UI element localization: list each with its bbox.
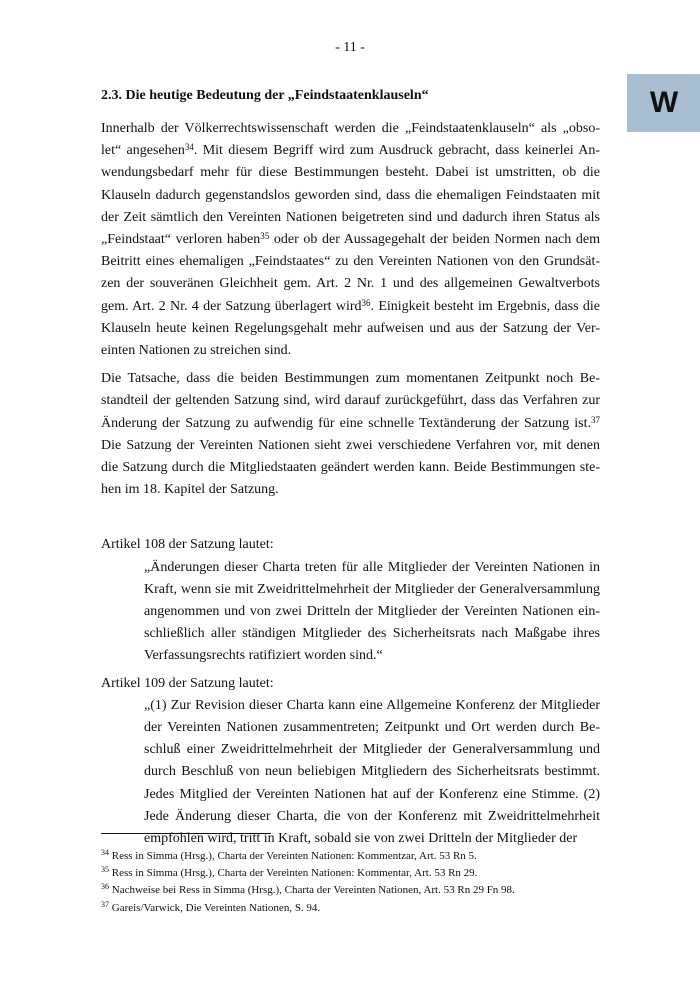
logo-letter: W bbox=[649, 86, 678, 119]
article-108-lead: Artikel 108 der Satzung lautet: bbox=[101, 537, 274, 553]
paragraph-1-text-b: . Mit diesem Begriff wird zum Ausdruck gebracht, dass keinerlei An-wendungsbedarf mehr für diese Bestimmungen besteht. Dabei ist umstritten, ob die Klauseln dadurch gegenstandslos geworden sind, dass die ehemaligen Feindstaaten mit der Zeit sämtlich den Vereinten Nationen beigetreten sind und dadurch ihren Status als „Feindstaat“ verloren haben bbox=[101, 143, 601, 248]
footnote-ref-36[interactable]: 36 bbox=[361, 297, 371, 308]
paragraph-1-text-a: Innerhalb der Völkerrechtswissenschaft werden die „Feindstaatenklauseln“ als „obso-let“ angesehen bbox=[101, 121, 600, 159]
footnote-number: 37 bbox=[101, 899, 109, 909]
footnote-35 bbox=[101, 865, 621, 882]
page-number: - 11 - bbox=[335, 40, 365, 55]
footnote-text: Ress in Simma (Hrsg.), Charta der Vereinten Nationen: Kommentar, Art. 53 Rn 29. bbox=[109, 867, 478, 880]
section-heading: 2.3. Die heutige Bedeutung der „Feindstaatenklauseln“ bbox=[101, 88, 429, 103]
article-109-quote: „(1) Zur Revision dieser Charta kann eine Allgemeine Konferenz der Mitglieder der Vereinten Nationen zusammentreten; Zeitpunkt und Ort werden durch Be-schluß einer Zweidrittelmehrheit der Mitglieder der Generalversammlung und durch Beschluß von neun beliebigen Mitgliedern des Sicherheitsrats bestimmt. Jedes Mitglied der Vereinten Nationen hat auf der Konferenz eine Stimme. (2) Jede Änderung dieser Charta, die von der Konferenz mit Zweidrittelmehrheit empfohlen wird, tritt in Kraft, sobald sie von zwei Dritteln der Mitglieder der bbox=[144, 697, 600, 847]
footnote-ref-37[interactable]: 37 bbox=[591, 414, 600, 425]
paragraph-2-text-b: Die Satzung der Vereinten Nationen sieht zwei verschiedene Verfahren vor, mit denen die Satzung durch die Mitgliedstaaten geändert werden kann. Beide Bestimmungen ste-hen im 18. Kapitel der Satzung. bbox=[101, 437, 600, 498]
footnote-37 bbox=[101, 900, 621, 917]
footnote-text: Ress in Simma (Hrsg.), Charta der Vereinten Nationen: Kommentzar, Art. 53 Rn 5. bbox=[109, 850, 477, 862]
paragraph-1-text-c: oder ob der Aussagegehalt der beiden Normen nach dem Beitritt eines ehemaligen „Feindstaates“ zu den Vereinten Nationen von den Grundsät-zen der souveränen Gleichheit gem. Art. 2 Nr. 1 und des allgemeinen Gewaltverbots gem. Art. 2 Nr. 4 der Satzung überlagert wird bbox=[101, 232, 600, 314]
paragraph-2-text-a: Die Tatsache, dass die beiden Bestimmungen zum momentanen Zeitpunkt noch Be-standteil der geltenden Satzung sind, wird darauf zurückgeführt, dass das Verfahren zur Änderung der Satzung zu aufwendig für eine schnelle Textänderung der Satzung ist. bbox=[101, 371, 600, 431]
paragraph-2 bbox=[101, 368, 600, 501]
article-109-lead: Artikel 109 der Satzung lautet: bbox=[101, 675, 274, 691]
footnote-ref-34[interactable]: 34 bbox=[184, 142, 194, 153]
paragraph-1-text-d: . Einigkeit besteht im Ergebnis, dass die Klauseln heute keinen Regelungsgehalt mehr aufweisen und aus der Satzung der Ver-einten Nationen zu streichen sind. bbox=[101, 298, 600, 359]
article-108-quote: „Änderungen dieser Charta treten für alle Mitglieder der Vereinten Nationen in Kraft, wenn sie mit Zweidrittelmehrheit der Mitglieder der Generalversammlung angenommen und von zwei Dritteln der Mitglieder der Vereinten Nationen ein-schließlich aller ständigen Mitglieder des Sicherheitsrats nach Maßgabe ihres Verfassungsrechts ratifiziert worden sind.“ bbox=[144, 559, 600, 664]
footnotes bbox=[101, 848, 621, 917]
paragraph-1 bbox=[101, 118, 600, 362]
footnote-ref-35[interactable]: 35 bbox=[260, 230, 270, 241]
footnote-number: 35 bbox=[101, 865, 109, 875]
footnote-36 bbox=[101, 882, 621, 899]
footnote-text: Nachweise bei Ress in Simma (Hrsg.), Charta der Vereinten Nationen, Art. 53 Rn 29 Fn 98. bbox=[109, 884, 515, 897]
footnote-34 bbox=[101, 848, 621, 865]
footnote-divider bbox=[101, 833, 271, 834]
footnote-number: 36 bbox=[101, 882, 109, 892]
footnote-text: Gareis/Varwick, Die Vereinten Nationen, S. 94. bbox=[109, 901, 321, 914]
main-content bbox=[101, 84, 600, 850]
publisher-logo bbox=[627, 74, 700, 132]
footnote-number: 34 bbox=[101, 848, 109, 857]
